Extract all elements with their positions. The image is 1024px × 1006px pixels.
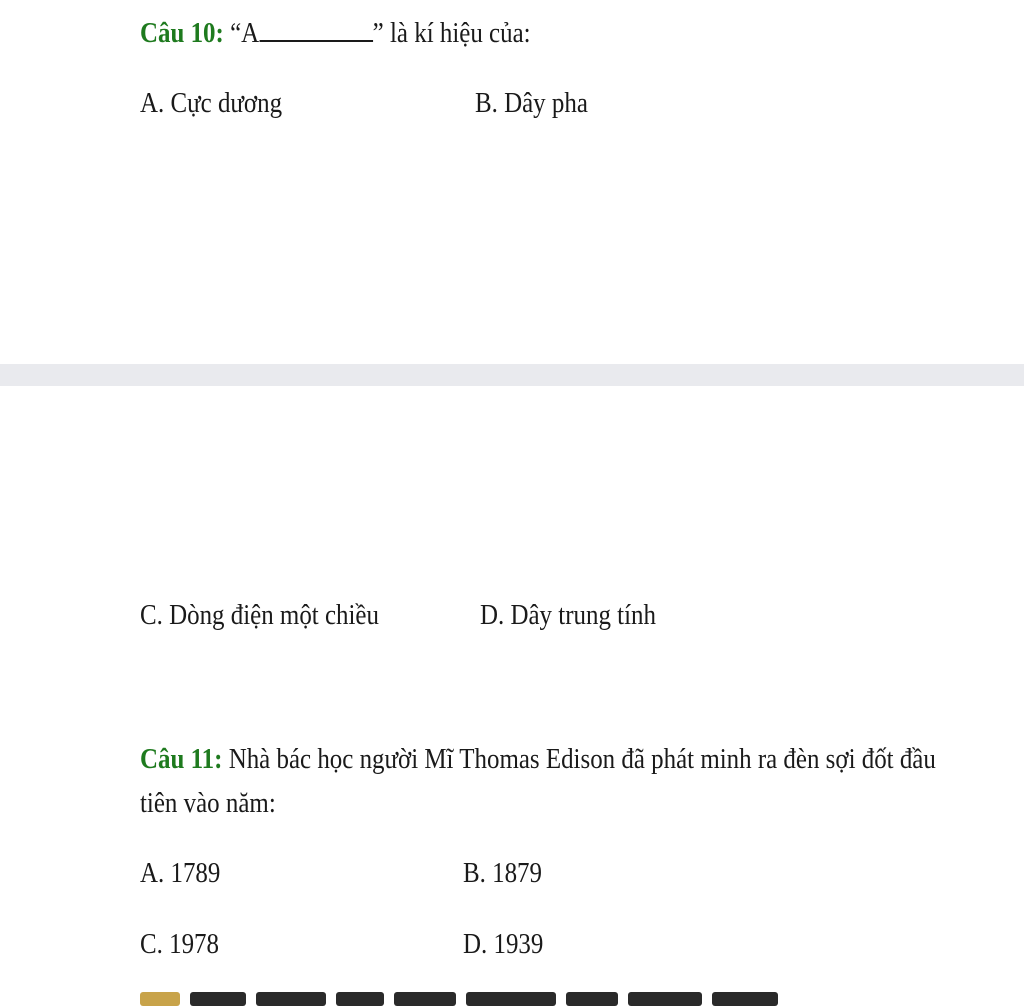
question-10-label: Câu 10: [140,17,224,49]
question-10-blank [259,18,373,42]
question-10-option-c: C. Dòng điện một chiều [140,599,379,631]
question-10-text-after: ” là kí hiệu của: [372,17,531,49]
next-question-cutoff [140,992,860,1006]
question-11-label: Câu 11: [140,743,223,775]
question-11-option-c: C. 1978 [140,928,219,960]
question-10-option-d: D. Dây trung tính [480,599,656,631]
question-11-stem-line-1 [140,741,936,777]
question-11-text-line-1: Nhà bác học người Mĩ Thomas Edison đã phát minh ra đèn sợi đốt đầu [222,743,936,775]
question-10-option-a: A. Cực dương [140,87,283,119]
question-10-stem [140,15,531,51]
question-11-option-d: D. 1939 [463,928,544,960]
question-10-option-b: B. Dây pha [475,87,588,119]
question-11-option-b: B. 1879 [463,857,542,889]
question-11-option-a: A. 1789 [140,857,221,889]
question-10-text-before: “A [223,17,260,49]
question-11-stem-line-2: tiên vào năm: [140,787,276,819]
page-gap [0,364,1024,386]
